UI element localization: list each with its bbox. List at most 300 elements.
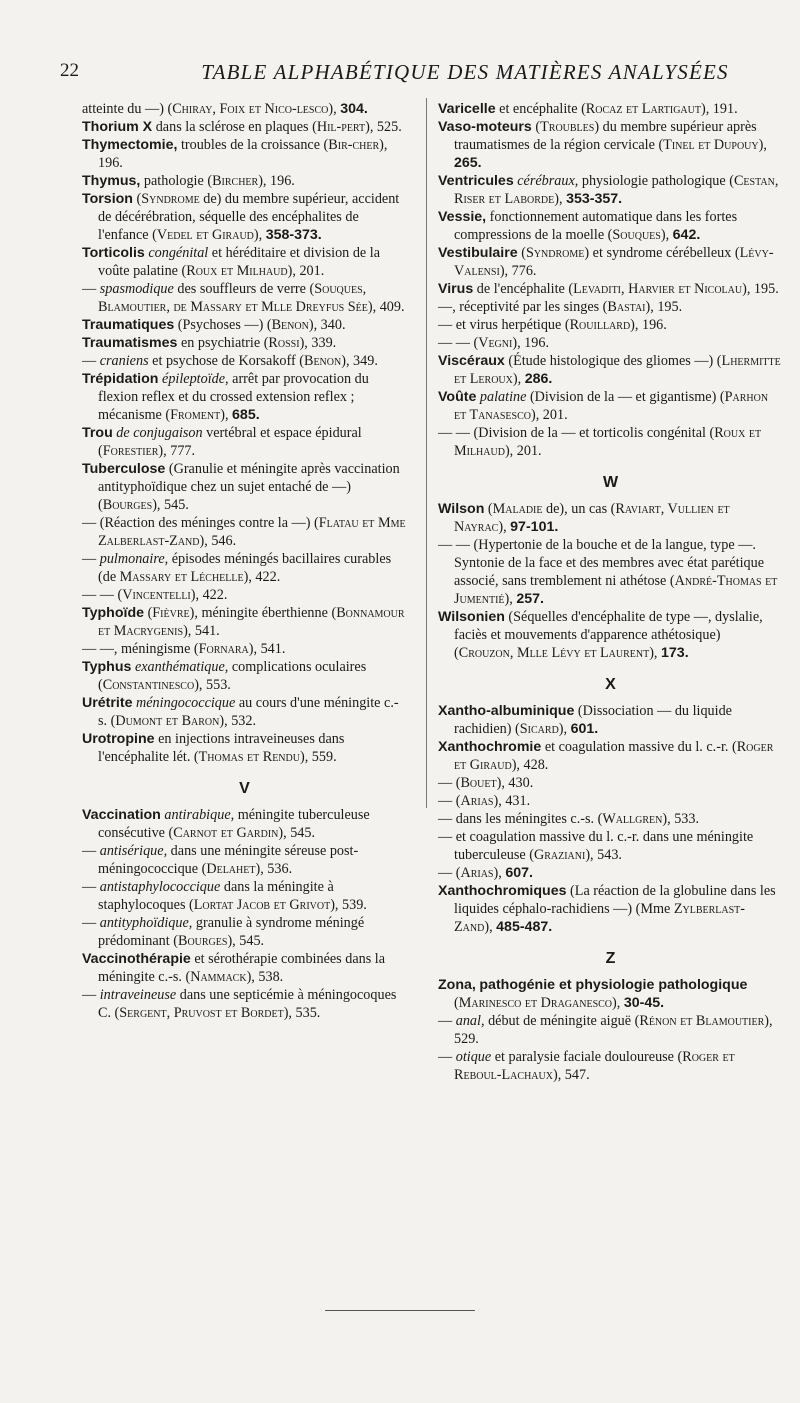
- entry-text: —: [82, 843, 100, 859]
- author-names: Cestan, Riser et Laborde: [454, 173, 779, 207]
- entry-text: ), 547.: [552, 1067, 590, 1083]
- left-column: [82, 100, 407, 1022]
- entry-text: complications oculaires (: [98, 659, 367, 693]
- entry-heading: Ventricules: [438, 173, 514, 189]
- index-entry: [438, 316, 783, 334]
- author-names: Bourges: [102, 497, 153, 513]
- entry-text: ), 422.: [190, 587, 228, 603]
- entry-text: ) et syndrome cérébelleux (: [584, 245, 740, 261]
- author-names: Constantinesco: [102, 677, 195, 693]
- entry-text: —: [82, 879, 100, 895]
- index-entry: [438, 298, 783, 316]
- entry-text: ),: [220, 407, 233, 423]
- entry-text: — —, méningisme (: [82, 641, 199, 657]
- entry-italic: exanthématique,: [131, 659, 229, 675]
- entry-heading: Trépidation: [82, 371, 159, 387]
- index-entry: [82, 806, 407, 842]
- entry-italic: antisérique,: [99, 843, 168, 859]
- entry-heading: Thorium X: [82, 119, 153, 135]
- author-names: Sicard: [519, 721, 559, 737]
- author-names: Bouet: [460, 775, 497, 791]
- index-entry: [82, 730, 407, 766]
- entry-text: ), 536.: [255, 861, 293, 877]
- author-names: Rénon et Blamoutier: [639, 1013, 765, 1029]
- entry-text: — (: [438, 775, 461, 791]
- entry-text: — — (: [438, 335, 479, 351]
- index-entry: [438, 280, 783, 298]
- index-entry: [438, 500, 783, 536]
- entry-text: ),: [558, 721, 571, 737]
- entry-text: —: [82, 987, 100, 1003]
- author-names: Arias: [460, 865, 494, 881]
- entry-italic: antistaphylococcique: [99, 879, 221, 895]
- entry-text: en psychiatrie (: [177, 335, 269, 351]
- entry-text: ), 545.: [227, 933, 265, 949]
- entry-text: arrêt par provocation du flexion reflex et du crossed extension reflex ; mécanisme (: [98, 371, 369, 423]
- author-names: Benon: [271, 317, 309, 333]
- entry-text: troubles de la croissance (: [177, 137, 329, 153]
- author-names: Roger et Giraud: [454, 739, 774, 773]
- entry-heading: Thymus,: [82, 173, 141, 189]
- author-names: Bastai: [607, 299, 646, 315]
- entry-text: ), 541.: [183, 623, 220, 639]
- entry-italic: palatine: [476, 389, 527, 405]
- entry-heading: Typhus: [82, 659, 132, 675]
- index-entry: [438, 702, 783, 738]
- entry-heading: Torsion: [82, 191, 133, 207]
- entry-heading: Xanthochromie: [438, 739, 542, 755]
- page-reference: 601.: [570, 721, 599, 737]
- entry-heading: Viscéraux: [438, 353, 505, 369]
- entry-italic: craniens: [99, 353, 149, 369]
- entry-text: ), 546.: [199, 533, 237, 549]
- page-reference: 304.: [340, 101, 368, 117]
- index-entry: [438, 976, 783, 1012]
- index-entry: [438, 424, 783, 460]
- entry-text: ), 529.: [454, 1013, 773, 1047]
- page-reference: 257.: [516, 591, 544, 607]
- entry-text: (: [144, 605, 153, 621]
- entry-text: — et virus herpétique (: [438, 317, 570, 333]
- author-names: Raviart, Vullien et Nayrac: [454, 501, 730, 535]
- entry-heading: Xanthochromiques: [438, 883, 567, 899]
- entry-text: (Granulie et méningite après vaccination antityphoïdique chez un sujet entaché de —) (: [98, 461, 400, 513]
- entry-heading: Thymectomie,: [82, 137, 178, 153]
- entry-text: —: [82, 915, 100, 931]
- entry-text: (: [132, 191, 142, 207]
- entry-text: ),: [758, 137, 767, 153]
- entry-text: ), 191.: [700, 101, 738, 117]
- entry-text: de), un cas (: [542, 501, 616, 517]
- index-entry: [82, 172, 407, 190]
- author-names: Dumont et Baron: [115, 713, 220, 729]
- index-entry: [82, 136, 407, 172]
- index-entry: [82, 370, 407, 424]
- entry-text: (La réaction de la globuline dans les liquides céphalo-rachidiens —) (Mme: [454, 883, 776, 917]
- index-entry: [82, 658, 407, 694]
- entry-text: ), 553.: [194, 677, 231, 693]
- entry-text: ), 541.: [248, 641, 286, 657]
- index-entry: [82, 586, 407, 604]
- entry-text: ), 535.: [283, 1005, 321, 1021]
- entry-text: dans la sclérose en plaques (: [152, 119, 317, 135]
- entry-text: ),: [493, 865, 506, 881]
- index-entry: [82, 118, 407, 136]
- entry-text: au cours d'une méningite c.-s. (: [98, 695, 399, 729]
- entry-heading: Wilson: [438, 501, 485, 517]
- author-names: Vegni: [478, 335, 513, 351]
- footer-rule: [325, 1310, 475, 1311]
- entry-text: —: [438, 1013, 456, 1029]
- running-title: TABLE ALPHABÉTIQUE DES MATIÈRES ANALYSÉES: [201, 60, 729, 84]
- entry-text: (: [531, 119, 541, 135]
- index-entry: [438, 828, 783, 864]
- entry-text: ), 532.: [219, 713, 257, 729]
- page-reference: 30-45.: [623, 995, 665, 1011]
- entry-text: physiologie pathologique (: [578, 173, 734, 189]
- entry-heading: Tuberculose: [82, 461, 166, 477]
- entry-heading: Traumatismes: [82, 335, 178, 351]
- entry-text: ), 545.: [152, 497, 189, 513]
- index-entry: [438, 810, 783, 828]
- entry-text: ), 430.: [496, 775, 534, 791]
- author-names: Benon: [303, 353, 342, 369]
- entry-text: (: [454, 995, 459, 1011]
- entry-heading: Voûte: [438, 389, 477, 405]
- index-entry: [82, 550, 407, 586]
- section-letter: W: [602, 474, 619, 491]
- entry-text: ), 545.: [278, 825, 316, 841]
- author-names: Rocaz et Lartigaut: [585, 101, 701, 117]
- author-names: André-Thomas et Jumentié: [454, 573, 778, 607]
- index-entry: [438, 208, 783, 244]
- entry-heading: Varicelle: [438, 101, 496, 117]
- index-entry: [438, 1012, 783, 1048]
- index-entry: [82, 640, 407, 658]
- author-names: Marinesco et Draganesco: [458, 995, 613, 1011]
- index-entry: [82, 280, 407, 316]
- author-names: Roux et Milhaud: [186, 263, 288, 279]
- author-names: Delahet: [206, 861, 256, 877]
- index-entry: [82, 316, 407, 334]
- entry-text: (Étude histologique des gliomes —) (: [504, 353, 722, 369]
- entry-text: de) du membre supérieur, accident de décérébration, séquelle des encéphalites de l'enfance (: [98, 191, 400, 243]
- entry-text: — dans les méningites c.-s. (: [438, 811, 603, 827]
- entry-text: ), 559.: [299, 749, 337, 765]
- page-reference: 642.: [672, 227, 701, 243]
- index-entry: [438, 100, 783, 118]
- author-names: Thomas et Rendu: [198, 749, 300, 765]
- author-names: Rossi: [268, 335, 300, 351]
- author-names: Tinel et Dupouy: [663, 137, 759, 153]
- author-names: Lortat Jacob et Grivot: [193, 897, 331, 913]
- author-names: Souques, Blamoutier, de Massary et Mlle Dreyfus Sée: [98, 281, 368, 315]
- entry-text: ), 525.: [365, 119, 402, 135]
- entry-text: des souffleurs de verre (: [173, 281, 315, 297]
- page-reference: 685.: [232, 407, 260, 423]
- entry-heading: Vaccination: [82, 807, 161, 823]
- entry-text: en injections intraveineuses dans l'encéphalite lét. (: [98, 731, 345, 765]
- author-names: Massary et Léchelle: [119, 569, 244, 585]
- entry-italic: spasmodique: [99, 281, 174, 297]
- entry-text: ), 196.: [258, 173, 295, 189]
- author-names: Roger et Reboul-Lachaux: [454, 1049, 735, 1083]
- author-names: Fornara: [198, 641, 249, 657]
- author-names: Maladie: [492, 501, 543, 517]
- section-letter: X: [605, 676, 616, 693]
- author-names: Bircher: [212, 173, 259, 189]
- index-entry: [82, 986, 407, 1022]
- author-names: Bonnamour et Macrygenis: [98, 605, 405, 639]
- column-divider: [426, 98, 427, 808]
- entry-text: ), 339.: [299, 335, 337, 351]
- entry-heading: Traumatiques: [82, 317, 175, 333]
- entry-text: (: [517, 245, 526, 261]
- entry-text: ), 777.: [158, 443, 196, 459]
- index-entry: [438, 1048, 783, 1084]
- entry-text: et paralysie faciale douloureuse (: [491, 1049, 683, 1065]
- entry-text: ), 349.: [341, 353, 378, 369]
- entry-text: fonctionnement automatique dans les fortes compressions de la moelle (: [454, 209, 738, 243]
- page-reference: 265.: [454, 155, 482, 171]
- index-entry: [82, 950, 407, 986]
- page-header: [60, 60, 760, 90]
- entry-text: — (Réaction des méninges contre la —) (: [82, 515, 319, 531]
- entry-text: ), 543.: [585, 847, 622, 863]
- entry-text: vertébral et espace épidural (: [98, 425, 362, 459]
- entry-text: ),: [649, 645, 662, 661]
- entry-text: ),: [512, 371, 525, 387]
- index-entry: [82, 514, 407, 550]
- entry-text: ), 196.: [512, 335, 549, 351]
- entry-italic: anal,: [455, 1013, 485, 1029]
- entry-text: pathologie (: [140, 173, 213, 189]
- index-entry: [438, 118, 783, 172]
- author-names: Troubles: [540, 119, 595, 135]
- entry-text: ),: [253, 227, 266, 243]
- entry-italic: antityphoïdique,: [99, 915, 193, 931]
- entry-text: ), 538.: [246, 969, 284, 985]
- entry-text: atteinte du —) (: [82, 101, 173, 117]
- entry-heading: Zona,: [438, 977, 476, 993]
- entry-text: —: [82, 353, 100, 369]
- index-entry: [82, 334, 407, 352]
- author-names: Levaditi, Harvier et Nicolau: [573, 281, 743, 297]
- right-column: [438, 100, 783, 1084]
- entry-text: dans la méningite à staphylocoques (: [98, 879, 334, 913]
- index-entry: [438, 388, 783, 424]
- entry-text: méningite tuberculeuse consécutive (: [98, 807, 370, 841]
- entry-heading: Vaso-moteurs: [438, 119, 532, 135]
- page-reference: 353-357.: [566, 191, 623, 207]
- entry-text: ), méningite éberthienne (: [189, 605, 337, 621]
- author-names: Flatau et Mme Zalberlast-Zand: [98, 515, 406, 549]
- entry-text: ), 539.: [330, 897, 367, 913]
- page-reference: 173.: [661, 645, 689, 661]
- entry-heading: Xantho-albuminique: [438, 703, 575, 719]
- entry-text: ), 195.: [742, 281, 779, 297]
- entry-text: dans une méningite séreuse post-méningococcique (: [98, 843, 359, 877]
- index-entry: [82, 424, 407, 460]
- index-entry: [82, 694, 407, 730]
- author-names: Roux et Milhaud: [454, 425, 762, 459]
- page-reference: 97-101.: [510, 519, 559, 535]
- index-entry: [82, 878, 407, 914]
- entry-text: début de méningite aiguë (: [484, 1013, 640, 1029]
- entry-italic: épileptoïde,: [158, 371, 229, 387]
- index-entry: [82, 460, 407, 514]
- page-reference: 607.: [505, 865, 533, 881]
- author-names: Lévy-Valensi: [454, 245, 774, 279]
- index-entry: [438, 536, 783, 608]
- entry-text: ),: [612, 995, 624, 1011]
- entry-text: —: [438, 1049, 456, 1065]
- index-entry: [438, 792, 783, 810]
- entry-italic: méningococcique: [132, 695, 236, 711]
- entry-text: ), 201.: [530, 407, 568, 423]
- entry-heading: Urotropine: [82, 731, 155, 747]
- author-names: Sergent, Pruvost et Bordet: [119, 1005, 284, 1021]
- entry-text: ), 196.: [630, 317, 667, 333]
- index-entry: [438, 774, 783, 792]
- entry-text: ), 340.: [308, 317, 346, 333]
- author-names: Fièvre: [152, 605, 190, 621]
- index-entry: [82, 842, 407, 878]
- index-entry: [438, 882, 783, 936]
- entry-text: — — (: [82, 587, 123, 603]
- index-entry: [438, 738, 783, 774]
- entry-text: — et coagulation massive du l. c.-r. dans une méningite tuberculeuse (: [438, 829, 754, 863]
- index-entry: [438, 608, 783, 662]
- author-names: Froment: [170, 407, 221, 423]
- entry-heading: Urétrite: [82, 695, 133, 711]
- entry-italic: otique: [455, 1049, 492, 1065]
- entry-text: ) du membre supérieur après traumatismes de la région cervicale (: [454, 119, 757, 153]
- entry-text: dans une septicémie à méningocoques C. (: [98, 987, 397, 1021]
- entry-text: — (: [438, 793, 461, 809]
- entry-text: — (: [438, 865, 461, 881]
- entry-text: ),: [660, 227, 673, 243]
- author-names: Arias: [460, 793, 494, 809]
- entry-heading: Virus: [438, 281, 474, 297]
- entry-text: — — (Division de la — et torticolis congénital (: [438, 425, 715, 441]
- entry-italic: cérébraux,: [513, 173, 579, 189]
- index-entry: [438, 244, 783, 280]
- entry-italic: de conjugaison: [112, 425, 203, 441]
- index-entry: [82, 914, 407, 950]
- entry-text: ), 195.: [645, 299, 683, 315]
- section-letter: V: [239, 780, 250, 797]
- entry-text: ),: [328, 101, 341, 117]
- page-reference: 358-373.: [265, 227, 322, 243]
- entry-italic: antirabique,: [160, 807, 235, 823]
- entry-text: ), 196.: [98, 137, 388, 171]
- entry-text: —, réceptivité par les singes (: [438, 299, 608, 315]
- entry-text: —: [82, 551, 100, 567]
- author-names: Crouzon, Mlle Lévy et Laurent: [458, 645, 650, 661]
- entry-text: ), 431.: [493, 793, 531, 809]
- entry-text: épisodes méningés bacillaires curables (de: [98, 551, 392, 585]
- author-names: Nammack: [190, 969, 247, 985]
- entry-text: et coagulation massive du l. c.-r. (: [541, 739, 737, 755]
- index-entry: [82, 604, 407, 640]
- entry-text: ),: [484, 919, 497, 935]
- entry-text: et encéphalite (: [495, 101, 586, 117]
- entry-text: ), 422.: [243, 569, 281, 585]
- section-letter: Z: [605, 950, 616, 967]
- entry-text: ),: [498, 519, 511, 535]
- entry-text: et héréditaire et division de la voûte palatine (: [98, 245, 380, 279]
- entry-italic: congénital: [144, 245, 209, 261]
- entry-text: (: [484, 501, 493, 517]
- index-entry: [438, 172, 783, 208]
- entry-text: et psychose de Korsakoff (: [148, 353, 304, 369]
- entry-text: de l'encéphalite (: [473, 281, 574, 297]
- author-names: Parhon et Tanasesco: [454, 389, 769, 423]
- author-names: Forestier: [102, 443, 159, 459]
- author-names: Rouillard: [569, 317, 631, 333]
- author-names: Lhermitte et Leroux: [454, 353, 781, 387]
- entry-text: ), 533.: [662, 811, 700, 827]
- entry-heading: Trou: [82, 425, 113, 441]
- entry-text: ), 428.: [511, 757, 549, 773]
- index-entry: [438, 864, 783, 882]
- entry-text: (Séquelles d'encéphalite de type —, dyslalie, faciès et mouvements d'apparence athétosique) (: [454, 609, 763, 661]
- entry-text: ), 776.: [499, 263, 537, 279]
- index-entry: [438, 334, 783, 352]
- index-entry: [82, 352, 407, 370]
- entry-text: ), 409.: [367, 299, 405, 315]
- entry-text: —: [82, 281, 100, 297]
- entry-italic: pulmonaire,: [99, 551, 169, 567]
- entry-text: ), 201.: [287, 263, 325, 279]
- entry-text: ), 201.: [504, 443, 542, 459]
- entry-heading: Vaccinothérapie: [82, 951, 191, 967]
- entry-text: ),: [554, 191, 567, 207]
- entry-heading: Wilsonien: [438, 609, 505, 625]
- author-names: Zylberlast-Zand: [454, 901, 746, 935]
- author-names: Syndrome: [141, 191, 200, 207]
- index-entry: [82, 244, 407, 280]
- author-names: Graziani: [533, 847, 586, 863]
- author-names: Vedel et Giraud: [156, 227, 254, 243]
- author-names: Souques: [612, 227, 661, 243]
- entry-italic: intraveineuse: [99, 987, 177, 1003]
- author-names: Chiray, Foix et Nico-lesco: [172, 101, 329, 117]
- entry-text: — — (Hypertonie de la bouche et de la langue, type —. Syntonie de la face et des membres avec état parétique associé, sans tremblement ni athétose (: [438, 537, 765, 589]
- index-entry: [82, 190, 407, 244]
- entry-text: granulie à syndrome méningé prédominant (: [98, 915, 365, 949]
- entry-heading: pathogénie et physiologie pathologique: [479, 977, 748, 993]
- page-reference: 286.: [524, 371, 553, 387]
- index-entry: [82, 100, 407, 118]
- author-names: Bourges: [177, 933, 228, 949]
- author-names: Wallgren: [602, 811, 663, 827]
- entry-text: (Dissociation — du liquide rachidien) (: [454, 703, 732, 737]
- entry-text: et sérothérapie combinées dans la méningite c.-s. (: [98, 951, 386, 985]
- author-names: Carnot et Gardin: [173, 825, 279, 841]
- entry-text: (Division de la — et gigantisme) (: [526, 389, 725, 405]
- author-names: Hil-pert: [316, 119, 366, 135]
- page-reference: 485-487.: [496, 919, 553, 935]
- author-names: Vincentelli: [122, 587, 191, 603]
- entry-heading: Vestibulaire: [438, 245, 518, 261]
- page-number: 22: [60, 60, 79, 81]
- author-names: Bir-cher: [328, 137, 380, 153]
- entry-heading: Torticolis: [82, 245, 145, 261]
- entry-text: (Psychoses —) (: [174, 317, 272, 333]
- index-entry: [438, 352, 783, 388]
